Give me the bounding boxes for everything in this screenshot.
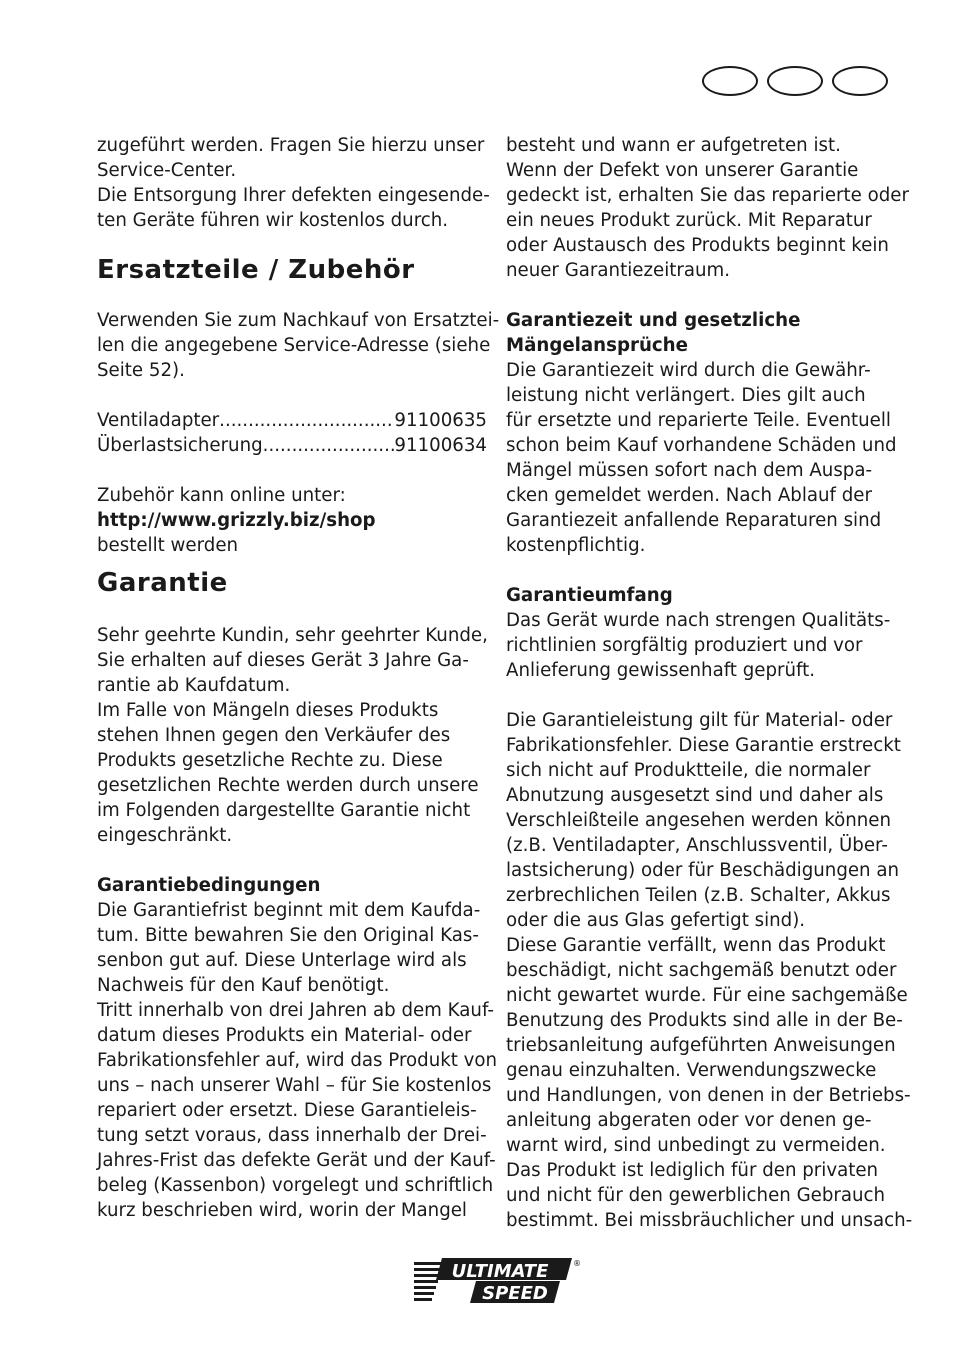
text-line: Mängel müssen sofort nach dem Auspa- [506,460,873,481]
text-line: triebsanleitung aufgeführten Anweisungen [506,1035,896,1056]
part-name: Überlastsicherung [97,435,263,456]
text-line: genau einzuhalten. Verwendungszwecke [506,1060,877,1081]
text-line: Die Garantieleistung gilt für Material- oder [506,710,893,731]
text-line: eingeschränkt. [97,825,233,846]
text-line: len die angegebene Service-Adresse (siehe [97,335,491,356]
period-paragraph [506,358,896,558]
logo-registered-mark: ® [573,1259,581,1268]
text-line: Produkts gesetzliche Rechte zu. Diese [97,750,443,771]
text-line: anleitung abgeraten oder vor denen ge- [506,1110,872,1131]
scope-details-paragraph [506,708,913,1233]
text-line: bestimmt. Bei missbräuchlicher und unsach- [506,1210,913,1231]
text-line: Sehr geehrte Kundin, sehr geehrter Kunde, [97,625,488,646]
intro-paragraph [506,133,909,283]
logo-word-1: ULTIMATE [451,1261,549,1282]
part-name: Ventiladapter [97,410,220,431]
period-heading [506,308,896,358]
text-line: Die Garantiezeit wird durch die Gewähr- [506,360,871,381]
text-line: Diese Garantie verfällt, wenn das Produkt [506,935,886,956]
conditions-heading: Garantiebedingungen [97,875,321,896]
text-line: repariert oder ersetzt. Diese Garantieleis- [97,1100,477,1121]
brand-logo [412,1256,582,1306]
text-line: gesetzlichen Rechte werden durch unsere [97,775,479,796]
text-line: leistung nicht verlängert. Dies gilt auch [506,385,866,406]
text-line: kostenpflichtig. [506,535,646,556]
text-line: zerbrechlichen Teilen (z.B. Schalter, Akkus [506,885,891,906]
leader-dots [263,433,395,458]
text-line: ten Geräte führen wir kostenlos durch. [97,210,449,231]
warranty-paragraph [97,623,487,848]
text-line: lastsicherung) oder für Beschädigungen an [506,860,900,881]
text-line: Benutzung des Produkts sind alle in der Be- [506,1010,903,1031]
language-oval [832,66,888,96]
text-line: Fabrikationsfehler auf, wird das Produkt von [97,1050,498,1071]
text-line: Nachweis für den Kauf benötigt. [97,975,390,996]
text-line: tum. Bitte bewahren Sie den Original Kas- [97,925,479,946]
text-line: oder die aus Glas gefertigt sind). [506,910,806,931]
part-number: 91100634 [394,435,487,456]
text-line: Verschleißteile angesehen werden können [506,810,891,831]
text-line: Tritt innerhalb von drei Jahren ab dem Kauf- [97,1000,494,1021]
text-line: besteht und wann er aufgetreten ist. [506,135,841,156]
text-line: oder Austausch des Produkts beginnt kein [506,235,889,256]
warranty-heading: Garantie [97,568,228,598]
text-line: Fabrikationsfehler. Diese Garantie erstreckt [506,735,901,756]
text-line: Mängelansprüche [506,335,688,356]
text-line: schon beim Kauf vorhandene Schäden und [506,435,897,456]
language-oval [767,66,823,96]
text-line: cken gemeldet werden. Nach Ablauf der [506,485,872,506]
text-line: im Folgenden dargestellte Garantie nicht [97,800,471,821]
scope-paragraph [506,608,896,683]
text-line: senbon gut auf. Diese Unterlage wird als [97,950,467,971]
order-text: bestellt werden [97,535,239,556]
part-number: 91100635 [394,410,487,431]
text-line: Garantiezeit anfallende Reparaturen sind [506,510,882,531]
text-line: Das Gerät wurde nach strengen Qualitäts- [506,610,891,631]
text-line: richtlinien sorgfältig produziert und vor [506,635,863,656]
text-line: warnt wird, sind unbedingt zu vermeiden. [506,1135,886,1156]
text-line: gedeckt ist, erhalten Sie das reparierte oder [506,185,909,206]
text-line: Im Falle von Mängeln dieses Produkts [97,700,439,721]
text-line: (z.B. Ventiladapter, Anschlussventil, Über- [506,835,888,856]
language-ovals [702,66,890,100]
leader-dots [219,408,394,433]
text-line: datum dieses Produkts ein Material- oder [97,1025,472,1046]
text-line: Jahres-Frist das defekte Gerät und der Kauf- [97,1150,496,1171]
text-line: sich nicht auf Produktteile, die normaler [506,760,871,781]
text-line: Wenn der Defekt von unserer Garantie [506,160,859,181]
text-line: Anlieferung gewissenhaft geprüft. [506,660,815,681]
spare-parts-heading: Ersatzteile / Zubehör [97,255,415,285]
intro-paragraph [97,133,490,233]
text-line: nicht gewartet wurde. Für eine sachgemäße [506,985,908,1006]
text-line: kurz beschrieben wird, worin der Mangel [97,1200,467,1221]
text-line: tung setzt voraus, dass innerhalb der Drei- [97,1125,487,1146]
logo-word-2: SPEED [482,1283,548,1304]
left-column [97,133,500,1223]
text-line: beschädigt, nicht sachgemäß benutzt oder [506,960,897,981]
online-text: Zubehör kann online unter: [97,485,346,506]
text-line: Seite 52). [97,360,185,381]
text-line: und Handlungen, von denen in der Betriebs- [506,1085,911,1106]
text-line: ein neues Produkt zurück. Mit Reparatur [506,210,872,231]
scope-heading: Garantieumfang [506,585,673,606]
text-line: beleg (Kassenbon) vorgelegt und schriftlich [97,1175,494,1196]
shop-link[interactable]: http://www.grizzly.biz/shop [97,510,376,531]
text-line: Sie erhalten auf dieses Gerät 3 Jahre Ga- [97,650,469,671]
text-line: Service-Center. [97,160,237,181]
text-line: rantie ab Kaufdatum. [97,675,291,696]
part-row [97,433,487,458]
text-line: zugeführt werden. Fragen Sie hierzu unser [97,135,485,156]
text-line: für ersetzte und reparierte Teile. Eventuell [506,410,891,431]
text-line: Die Garantiefrist beginnt mit dem Kaufda- [97,900,481,921]
text-line: und nicht für den gewerblichen Gebrauch [506,1185,886,1206]
text-line: uns – nach unserer Wahl – für Sie kostenlos [97,1075,492,1096]
part-row [97,408,487,433]
text-line: Das Produkt ist lediglich für den privaten [506,1160,879,1181]
text-line: Verwenden Sie zum Nachkauf von Ersatztei- [97,310,500,331]
text-line: Garantiezeit und gesetzliche [506,310,801,331]
text-line: Die Entsorgung Ihrer defekten eingesende- [97,185,490,206]
text-line: neuer Garantiezeitraum. [506,260,731,281]
spare-parts-paragraph [97,308,500,383]
right-column [506,133,913,1233]
language-oval [702,66,758,96]
text-line: stehen Ihnen gegen den Verkäufer des [97,725,451,746]
text-line: Abnutzung ausgesetzt sind und daher als [506,785,884,806]
conditions-paragraph [97,898,498,1223]
